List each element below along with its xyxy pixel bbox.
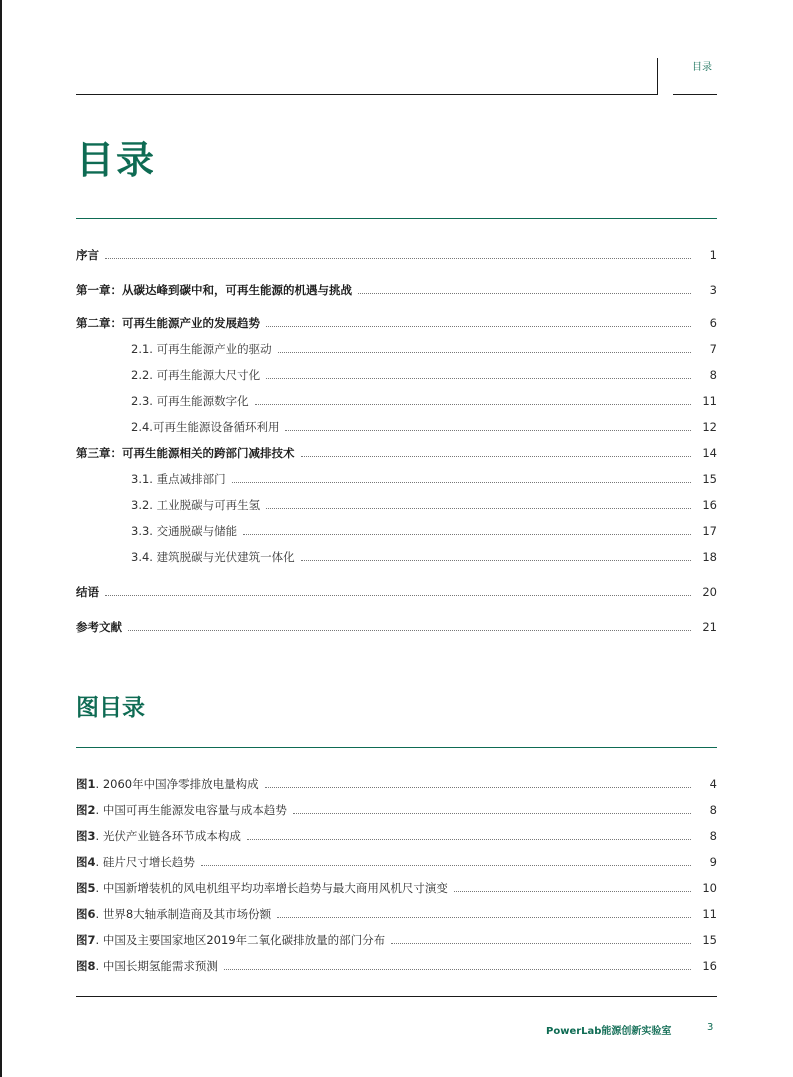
toc-entry-label: 序言 bbox=[76, 248, 99, 262]
figure-entry-label bbox=[76, 802, 287, 818]
dot-leader bbox=[105, 595, 691, 596]
dot-leader bbox=[255, 404, 691, 405]
footer-rule bbox=[76, 996, 717, 997]
figure-entry-prefix: 图6 bbox=[76, 907, 96, 921]
toc-entry-page: 1 bbox=[709, 248, 717, 262]
figure-entry-label bbox=[76, 958, 218, 974]
figure-entry-label bbox=[76, 880, 448, 896]
toc-entry-section-3-4[interactable] bbox=[76, 547, 717, 565]
header-rule bbox=[76, 94, 658, 95]
figure-entry-prefix: 图7 bbox=[76, 933, 96, 947]
dot-leader bbox=[277, 917, 691, 918]
dot-leader bbox=[358, 293, 691, 294]
toc-entry-label: 2.4.可再生能源设备循环利用 bbox=[131, 420, 280, 434]
toc-entry-page: 17 bbox=[702, 524, 717, 538]
toc-entry-page: 21 bbox=[702, 620, 717, 634]
toc-entry-page: 6 bbox=[709, 316, 717, 330]
dot-leader bbox=[232, 482, 691, 483]
dot-leader bbox=[201, 865, 691, 866]
toc-entry-references[interactable] bbox=[76, 617, 717, 635]
dot-leader bbox=[265, 787, 691, 788]
dot-leader bbox=[278, 352, 691, 353]
toc-entry-page: 3 bbox=[709, 283, 717, 297]
toc-entry-page: 11 bbox=[702, 394, 717, 408]
figure-entry-page: 9 bbox=[709, 855, 717, 869]
toc-entry-section-3-3[interactable] bbox=[76, 521, 717, 539]
figure-entry-page: 10 bbox=[702, 881, 717, 895]
figure-entry-prefix: 图4 bbox=[76, 855, 96, 869]
dot-leader bbox=[266, 508, 691, 509]
figure-entry-prefix: 图8 bbox=[76, 959, 96, 973]
figure-entry-caption: . 中国新增装机的风电机组平均功率增长趋势与最大商用风机尺寸演变 bbox=[95, 881, 448, 895]
toc-entry-page: 16 bbox=[702, 498, 717, 512]
figure-entry-page: 15 bbox=[702, 933, 717, 947]
figure-entry-4[interactable] bbox=[76, 852, 717, 870]
toc-entry-section-2-2[interactable] bbox=[76, 365, 717, 383]
footer-page-number: 3 bbox=[707, 1022, 714, 1033]
figure-entry-1[interactable] bbox=[76, 774, 717, 792]
figure-entry-caption: . 中国及主要国家地区2019年二氧化碳排放量的部门分布 bbox=[95, 933, 386, 947]
figure-entry-2[interactable] bbox=[76, 800, 717, 818]
figure-entry-caption: . 中国可再生能源发电容量与成本趋势 bbox=[95, 803, 287, 817]
dot-leader bbox=[301, 560, 691, 561]
figure-entry-page: 8 bbox=[709, 829, 717, 843]
toc-entry-page: 12 bbox=[702, 420, 717, 434]
toc-entry-section-2-4[interactable] bbox=[76, 417, 717, 435]
toc-entry-section-3-2[interactable] bbox=[76, 495, 717, 513]
figure-entry-6[interactable] bbox=[76, 904, 717, 922]
figure-entry-caption: . 世界8大轴承制造商及其市场份额 bbox=[95, 907, 272, 921]
toc-entry-chapter-1[interactable] bbox=[76, 280, 717, 298]
figure-entry-page: 4 bbox=[709, 777, 717, 791]
toc-entry-page: 7 bbox=[709, 342, 717, 356]
toc-entry-page: 14 bbox=[702, 446, 717, 460]
figure-entry-prefix: 图3 bbox=[76, 829, 96, 843]
toc-entry-label: 3.1. 重点减排部门 bbox=[131, 472, 226, 486]
figure-entry-prefix: 图5 bbox=[76, 881, 96, 895]
toc-entry-label: 3.3. 交通脱碳与储能 bbox=[131, 524, 238, 538]
toc-entry-label: 参考文献 bbox=[76, 620, 122, 634]
dot-leader bbox=[243, 534, 691, 535]
dot-leader bbox=[293, 813, 691, 814]
figure-entry-label bbox=[76, 906, 271, 922]
figure-entry-prefix: 图2 bbox=[76, 803, 96, 817]
header-rule-short bbox=[673, 94, 717, 95]
figure-entry-label bbox=[76, 854, 195, 870]
toc-entry-label: 3.4. 建筑脱碳与光伏建筑一体化 bbox=[131, 550, 295, 564]
page-title: 目录 bbox=[76, 138, 157, 182]
footer-brand: PowerLab能源创新实验室 bbox=[546, 1026, 672, 1037]
toc-entry-section-2-3[interactable] bbox=[76, 391, 717, 409]
dot-leader bbox=[285, 430, 691, 431]
figure-entry-caption: . 中国长期氢能需求预测 bbox=[95, 959, 218, 973]
figure-entry-caption: . 硅片尺寸增长趋势 bbox=[95, 855, 195, 869]
left-margin-rule bbox=[0, 0, 2, 1077]
dot-leader bbox=[391, 943, 691, 944]
toc-entry-page: 18 bbox=[702, 550, 717, 564]
toc-entry-section-3-1[interactable] bbox=[76, 469, 717, 487]
toc-entry-section-2-1[interactable] bbox=[76, 339, 717, 357]
figure-entry-label bbox=[76, 776, 259, 792]
figures-title: 图目录 bbox=[76, 695, 145, 721]
toc-entry-preface[interactable] bbox=[76, 245, 717, 263]
toc-entry-chapter-3[interactable] bbox=[76, 443, 717, 461]
figure-entry-page: 16 bbox=[702, 959, 717, 973]
figure-entry-5[interactable] bbox=[76, 878, 717, 896]
title-rule bbox=[76, 218, 717, 219]
toc-entry-page: 15 bbox=[702, 472, 717, 486]
toc-entry-label: 结语 bbox=[76, 585, 99, 599]
toc-entry-conclusion[interactable] bbox=[76, 582, 717, 600]
dot-leader bbox=[301, 456, 692, 457]
dot-leader bbox=[128, 630, 691, 631]
dot-leader bbox=[266, 326, 691, 327]
figure-entry-label bbox=[76, 932, 385, 948]
toc-entry-label: 第三章：可再生能源相关的跨部门减排技术 bbox=[76, 446, 295, 460]
figure-entry-page: 8 bbox=[709, 803, 717, 817]
toc-entry-label: 2.3. 可再生能源数字化 bbox=[131, 394, 249, 408]
dot-leader bbox=[247, 839, 691, 840]
figure-entry-caption: . 2060年中国净零排放电量构成 bbox=[95, 777, 259, 791]
header-divider-tick bbox=[657, 58, 658, 95]
toc-entry-chapter-2[interactable] bbox=[76, 313, 717, 331]
figure-entry-label bbox=[76, 828, 241, 844]
toc-entry-label: 第二章：可再生能源产业的发展趋势 bbox=[76, 316, 260, 330]
figure-entry-3[interactable] bbox=[76, 826, 717, 844]
figure-entry-prefix: 图1 bbox=[76, 777, 96, 791]
header-section-label: 目录 bbox=[692, 62, 712, 73]
figure-entry-caption: . 光伏产业链各环节成本构成 bbox=[95, 829, 241, 843]
toc-entry-page: 20 bbox=[702, 585, 717, 599]
figures-title-rule bbox=[76, 747, 717, 748]
figure-entry-8[interactable] bbox=[76, 956, 717, 974]
toc-entry-label: 3.2. 工业脱碳与可再生氢 bbox=[131, 498, 261, 512]
figure-entry-page: 11 bbox=[702, 907, 717, 921]
toc-entry-page: 8 bbox=[709, 368, 717, 382]
figure-entry-7[interactable] bbox=[76, 930, 717, 948]
toc-entry-label: 第一章：从碳达峰到碳中和，可再生能源的机遇与挑战 bbox=[76, 283, 352, 297]
dot-leader bbox=[105, 258, 691, 259]
dot-leader bbox=[224, 969, 691, 970]
toc-entry-label: 2.1. 可再生能源产业的驱动 bbox=[131, 342, 272, 356]
dot-leader bbox=[454, 891, 691, 892]
dot-leader bbox=[266, 378, 691, 379]
toc-entry-label: 2.2. 可再生能源大尺寸化 bbox=[131, 368, 261, 382]
